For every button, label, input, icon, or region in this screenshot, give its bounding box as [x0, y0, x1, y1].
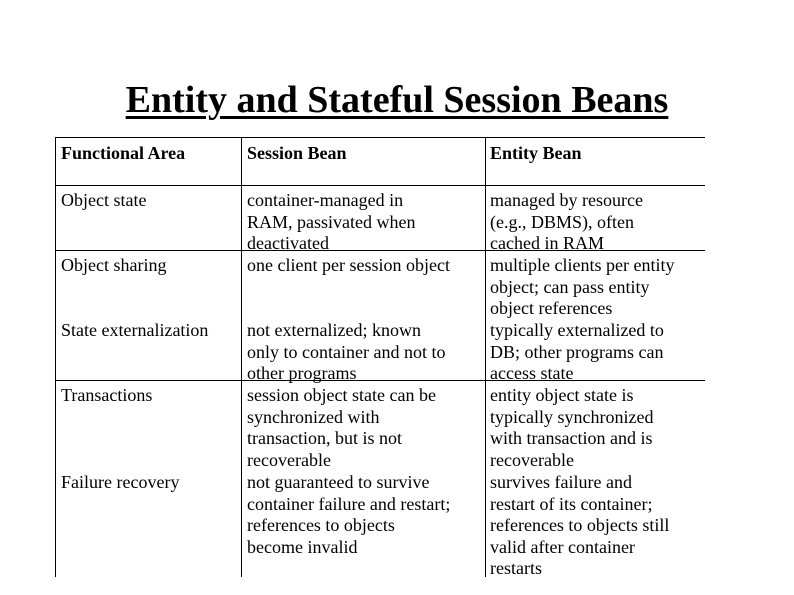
row-transactions-session: session object state can be synchronized with transaction, but is not recoverable — [247, 385, 436, 470]
header-functional-area: Functional Area — [61, 143, 186, 163]
row-failure-recovery-session: not guaranteed to survive container failure and restart; references to objects become invalid — [247, 472, 451, 557]
table-border-left — [55, 137, 56, 577]
row-failure-recovery-area: Failure recovery — [61, 472, 180, 492]
row-transactions-area: Transactions — [61, 385, 153, 405]
table-border-top — [55, 137, 705, 138]
header-entity-bean: Entity Bean — [490, 143, 582, 163]
header-divider — [55, 185, 705, 186]
header-session-bean: Session Bean — [247, 143, 347, 163]
row-state-externalization-entity: typically externalized to DB; other programs can access state — [490, 320, 664, 384]
slide-title: Entity and Stateful Session Beans — [125, 79, 669, 121]
row-object-sharing-entity: multiple clients per entity object; can pass entity object references — [490, 255, 675, 319]
row-transactions-entity: entity object state is typically synchronized with transaction and is recoverable — [490, 385, 654, 470]
comparison-table — [55, 137, 705, 577]
row-object-state-entity: managed by resource (e.g., DBMS), often cached in RAM — [490, 190, 643, 254]
column-divider-2 — [485, 137, 486, 577]
row-object-state-area: Object state — [61, 190, 147, 210]
row-object-sharing-session: one client per session object — [247, 255, 450, 275]
row-state-externalization-area: State externalization — [61, 320, 209, 340]
row-failure-recovery-entity: survives failure and restart of its container; references to objects still valid after container restarts — [490, 472, 670, 579]
row-state-externalization-session: not externalized; known only to container and not to other programs — [247, 320, 446, 384]
row-object-sharing-area: Object sharing — [61, 255, 167, 275]
column-divider-1 — [241, 137, 242, 577]
row-object-state-session: container-managed in RAM, passivated when deactivated — [247, 190, 416, 254]
